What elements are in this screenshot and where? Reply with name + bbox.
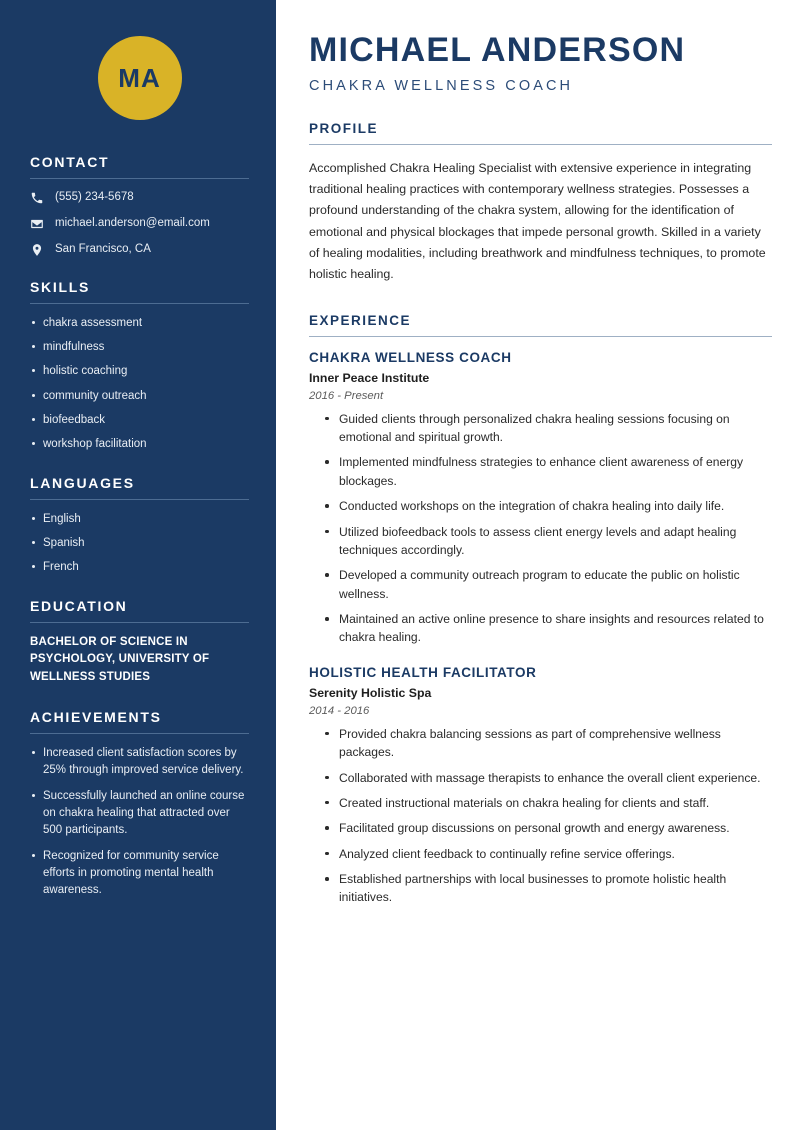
experience-item: [309, 665, 772, 907]
list-item: biofeedback: [30, 412, 249, 429]
list-item: Provided chakra balancing sessions as part of comprehensive wellness packages.: [325, 725, 772, 762]
list-item: Recognized for community service efforts in promoting mental health awareness.: [30, 848, 249, 898]
education-item: BACHELOR OF SCIENCE IN PSYCHOLOGY, UNIVERSITY OF WELLNESS STUDIES: [30, 635, 210, 684]
main-content: [279, 0, 800, 1130]
email-icon: [30, 217, 44, 231]
profile-title: PROFILE: [309, 121, 772, 145]
job-title: CHAKRA WELLNESS COACH: [309, 349, 512, 365]
skills-list: [30, 315, 249, 453]
achievements-title: ACHIEVEMENTS: [30, 709, 249, 734]
list-item: Successfully launched an online course on chakra healing that attracted over 500 participants.: [30, 788, 249, 838]
sidebar-section-languages: [30, 475, 249, 576]
languages-title: LANGUAGES: [30, 475, 249, 500]
contact-title: CONTACT: [30, 154, 249, 179]
avatar-wrapper: [30, 0, 249, 154]
languages-list: [30, 511, 249, 576]
list-item: workshop facilitation: [30, 436, 249, 453]
list-item: Established partnerships with local businesses to promote holistic health initiatives.: [325, 870, 772, 907]
avatar: MA: [98, 36, 182, 120]
list-item: Spanish: [30, 535, 249, 552]
list-item: Conducted workshops on the integration of chakra healing into daily life.: [325, 497, 772, 515]
list-item: mindfulness: [30, 339, 249, 356]
list-item: Analyzed client feedback to continually refine service offerings.: [325, 845, 772, 863]
profile-text: Accomplished Chakra Healing Specialist with extensive experience in integrating traditional healing practices with contemporary wellness strategies. Possesses a profound understanding of the chakra system, allowing for the identification of emotional and physical blockages that impede personal growth. Skilled in a variety of healing modalities, including breathwork and mindfulness techniques, to promote holistic healing.: [309, 160, 766, 282]
section-profile: [309, 121, 772, 286]
list-item: Guided clients through personalized chakra healing sessions focusing on emotional and spiritual growth.: [325, 410, 772, 447]
list-item: chakra assessment: [30, 315, 249, 332]
list-item: Developed a community outreach program to educate the public on holistic wellness.: [325, 566, 772, 603]
contact-location-value: San Francisco, CA: [55, 243, 151, 255]
job-role-subtitle: CHAKRA WELLNESS COACH: [309, 77, 574, 94]
job-company: Serenity Holistic Spa: [309, 685, 432, 700]
page-title: MICHAEL ANDERSON: [309, 31, 686, 69]
list-item: community outreach: [30, 388, 249, 405]
sidebar-section-achievements: [30, 709, 249, 898]
contact-email[interactable]: [30, 216, 249, 231]
job-dates: 2014 - 2016: [309, 704, 370, 717]
list-item: Collaborated with massage therapists to enhance the overall client experience.: [325, 769, 772, 787]
job-title: HOLISTIC HEALTH FACILITATOR: [309, 664, 537, 680]
list-item: Facilitated group discussions on personal growth and energy awareness.: [325, 819, 772, 837]
contact-phone[interactable]: [30, 190, 249, 205]
job-bullets: [309, 410, 772, 647]
location-icon: [30, 243, 44, 257]
sidebar-section-contact: [30, 154, 249, 257]
sidebar-section-education: [30, 598, 249, 687]
job-dates: 2016 - Present: [309, 389, 384, 402]
list-item: Created instructional materials on chakra healing for clients and staff.: [325, 794, 772, 812]
list-item: Maintained an active online presence to share insights and resources related to chakra healing.: [325, 610, 772, 647]
list-item: Implemented mindfulness strategies to enhance client awareness of energy blockages.: [325, 453, 772, 490]
contact-email-value: michael.anderson@email.com: [55, 217, 210, 229]
list-item: Increased client satisfaction scores by 25% through improved service delivery.: [30, 745, 249, 778]
sidebar-divider: [276, 0, 279, 1130]
contact-phone-value: (555) 234-5678: [55, 191, 134, 203]
list-item: French: [30, 559, 249, 576]
list-item: Utilized biofeedback tools to assess client energy levels and adapt healing techniques accordingly.: [325, 523, 772, 560]
sidebar-section-skills: [30, 279, 249, 453]
education-title: EDUCATION: [30, 598, 249, 623]
list-item: holistic coaching: [30, 363, 249, 380]
achievements-list: [30, 745, 249, 898]
list-item: English: [30, 511, 249, 528]
sidebar: [0, 0, 279, 1130]
job-company: Inner Peace Institute: [309, 370, 430, 385]
experience-title: EXPERIENCE: [309, 313, 772, 337]
phone-icon: [30, 191, 44, 205]
section-experience: [309, 313, 772, 907]
contact-location[interactable]: [30, 242, 249, 257]
skills-title: SKILLS: [30, 279, 249, 304]
job-bullets: [309, 725, 772, 907]
experience-item: [309, 350, 772, 647]
